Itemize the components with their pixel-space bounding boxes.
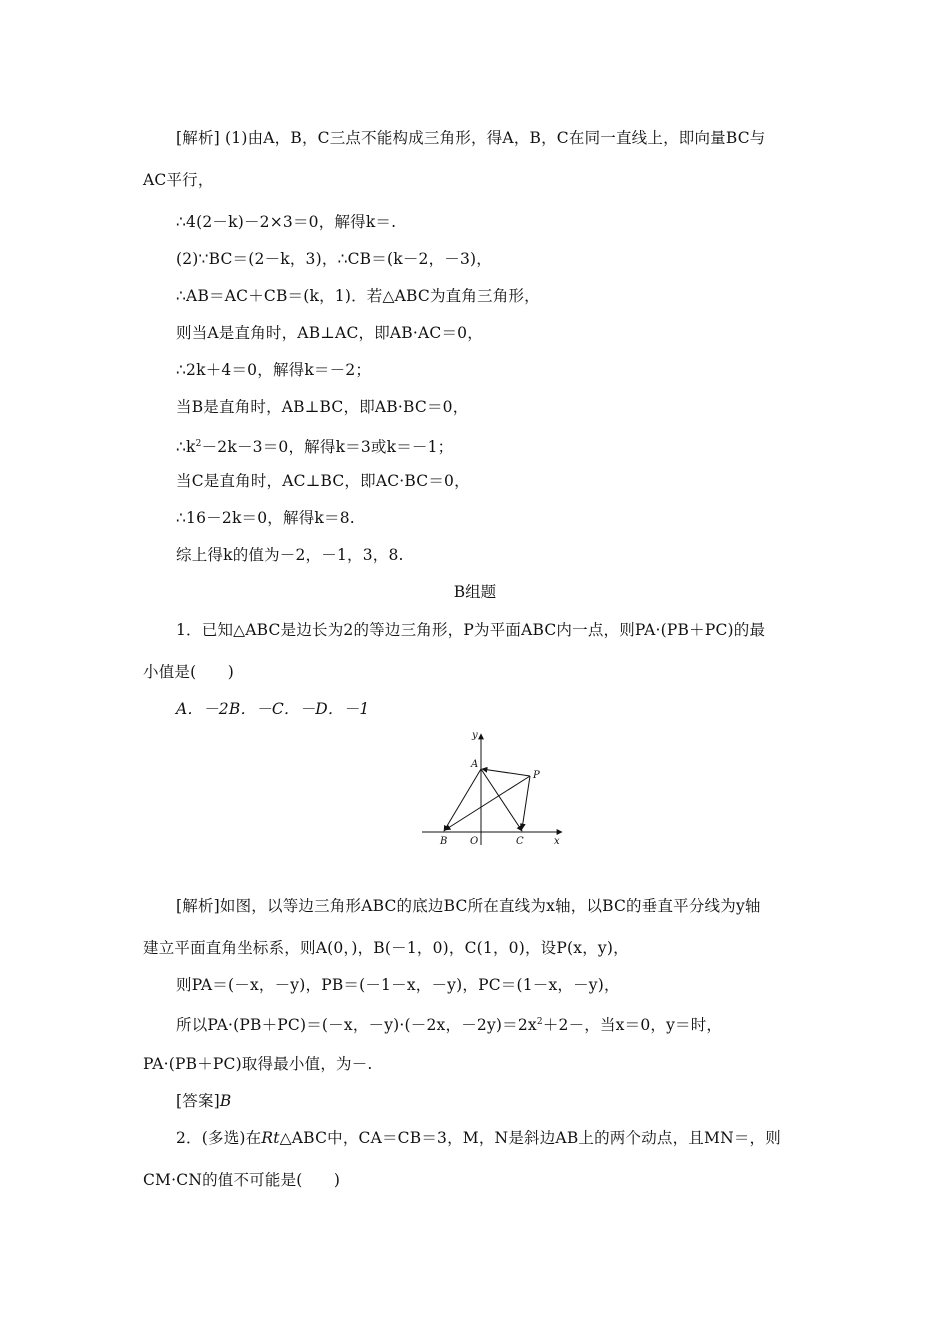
solution-line-9-post: －2k－3＝0，解得k＝3或k＝－1；: [201, 438, 454, 456]
label-C: C: [516, 836, 524, 847]
solution-line-7: ∴2k＋4＝0，解得k＝－2；: [176, 361, 372, 379]
solution-line-6: 则当A是直角时，AB⊥AC，即AB·AC＝0，: [176, 324, 483, 342]
solution-line-1: [解析] (1)由A，B，C三点不能构成三角形，得A，B，C在同一直线上，即向量BC与: [176, 129, 766, 147]
question-1-line-2: 小值是( ): [143, 663, 234, 681]
solution-2-line-5: PA·(PB＋PC)取得最小值，为－.: [143, 1055, 373, 1073]
answer-value: B: [219, 1092, 232, 1110]
solution-2-line-1: [解析]如图，以等边三角形ABC的底边BC所在直线为x轴，以BC的垂直平分线为y轴: [176, 897, 761, 915]
solution-2-line-4-post: ＋2－，当x＝0，y＝时，: [542, 1016, 723, 1034]
solution-2-line-4-pre: 所以PA·(PB＋PC)＝(－x，－y)·(－2x，－2y)＝2x: [176, 1016, 537, 1034]
solution-line-9-pre: ∴k: [176, 438, 196, 456]
question-1-options: A．－2B．－C．－D．－1: [176, 700, 370, 718]
label-y: y: [472, 730, 478, 741]
solution-line-9-exponent: 2: [195, 439, 202, 449]
label-B: B: [440, 836, 448, 847]
solution-line-4: (2)∵BC＝(2－k，3)，∴CB＝(k－2，－3)，: [176, 250, 492, 268]
vector-AC: [481, 769, 522, 831]
vector-AB: [444, 769, 481, 831]
solution-2-line-2: 建立平面直角坐标系，则A(0，)，B(－1，0)，C(1，0)，设P(x，y)，: [143, 939, 629, 957]
section-title: B组题: [453, 583, 497, 601]
label-P: P: [533, 770, 540, 781]
solution-2-line-4: [176, 1012, 722, 1035]
question-2-line-2: CM·CN的值不可能是( ): [143, 1171, 341, 1189]
solution-2-line-4-exponent: 2: [536, 1017, 543, 1027]
solution-line-11: ∴16－2k＝0，解得k＝8.: [176, 509, 355, 527]
solution-line-2: AC平行，: [143, 171, 214, 189]
vector-PA: [482, 769, 530, 776]
answer-label: [答案]: [176, 1092, 220, 1110]
question-2-prefix: 2．(多选)在: [176, 1129, 262, 1147]
vector-PB: [445, 776, 530, 830]
solution-line-9: [176, 434, 453, 457]
question-2-rt: Rt: [261, 1129, 280, 1147]
question-2-rest: △ABC中，CA＝CB＝3，M，N是斜边AB上的两个动点，且MN＝，则: [279, 1129, 781, 1147]
answer-line: [176, 1091, 232, 1111]
solution-line-12: 综上得k的值为－2，－1，3，8.: [176, 546, 404, 564]
solution-line-10: 当C是直角时，AC⊥BC，即AC·BC＝0，: [176, 472, 470, 490]
label-x: x: [554, 836, 560, 847]
solution-line-3: ∴4(2－k)－2×3＝0，解得k＝.: [176, 213, 397, 231]
label-A: A: [471, 759, 479, 770]
coordinate-figure: [418, 730, 578, 850]
vector-PC: [522, 776, 530, 829]
solution-line-5: ∴AB＝AC＋CB＝(k，1)．若△ABC为直角三角形，: [176, 287, 540, 305]
question-2-line-1: [176, 1128, 781, 1148]
solution-line-8: 当B是直角时，AB⊥BC，即AB·BC＝0，: [176, 398, 469, 416]
label-O: O: [470, 836, 479, 847]
question-1-line-1: 1．已知△ABC是边长为2的等边三角形，P为平面ABC内一点，则PA·(PB＋PC)的最: [176, 621, 766, 639]
solution-2-line-3: 则PA＝(－x，－y)，PB＝(－1－x，－y)，PC＝(1－x，－y)，: [176, 976, 620, 994]
